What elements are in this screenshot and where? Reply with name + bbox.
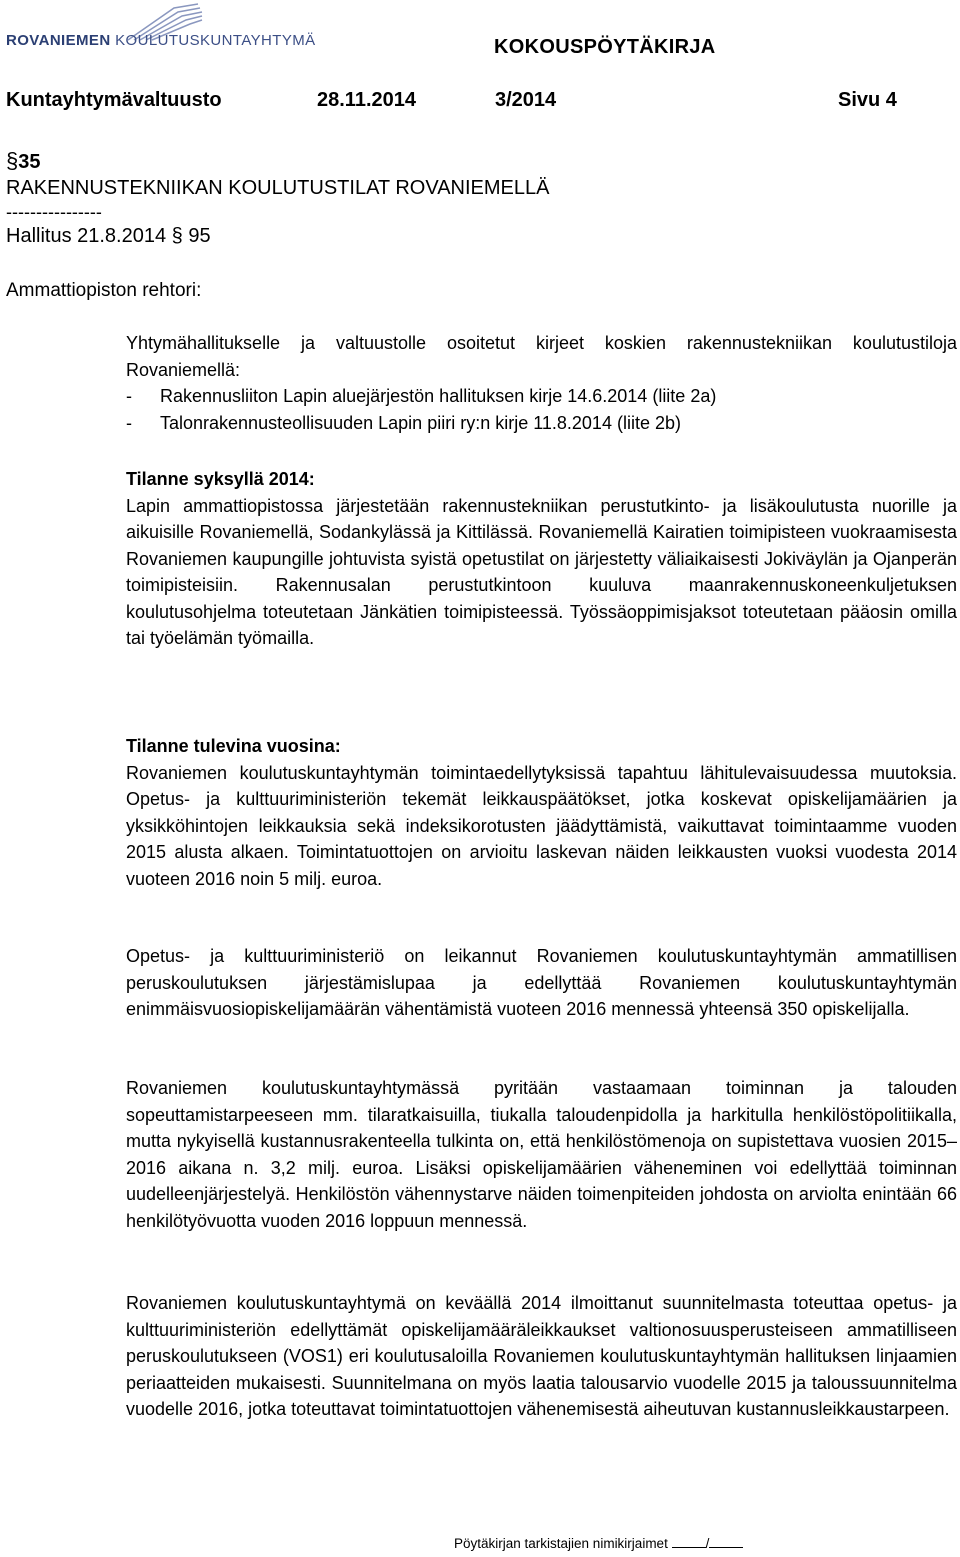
section-number: 35 [18,151,41,173]
intro-text: Yhtymähallitukselle ja valtuustolle osoitetut kirjeet koskien rakennustekniikan koulutustiloja Rovaniemellä: [126,333,957,380]
meeting-number: 3/2014 [495,89,557,111]
logo-org-name-2: KOULUTUSKUNTAYHTYMÄ [115,32,316,49]
attachment-text-1: Rakennusliiton Lapin aluejärjestön hallituksen kirje 14.6.2014 (liite 2a) [160,386,717,406]
document-type: KOKOUSPÖYTÄKIRJA [494,36,716,58]
paragraph-staff-text: Rovaniemen koulutuskuntayhtymässä pyritään vastaamaan toiminnan ja talouden sopeuttamistarpeeseen mm. tilaratkaisuilla, tiukalla taloudenpidolla ja harkitulla henkilöstöpolitiikalla, mutta nykyisellä kustannusrakenteella tulkinta on, että henkilöstömenoja on supistettava vuosien 2015–2016 aikana n. 3,2 milj. euroa. Lisäksi opiskelijamäärien väheneminen voi edellyttää toiminnan uudelleenjärjestelyä. Henkilöstön vähennystarve näiden toimenpiteiden johdosta on arviolta enintään 66 henkilötyövuotta vuoden 2016 loppuun mennessä. [126,1078,957,1231]
autumn-section [126,466,957,652]
future-heading: Tilanne tulevina vuosina: [126,736,341,756]
paragraph-license [126,943,957,1023]
section-heading [6,148,549,249]
board-reference: Hallitus 21.8.2014 § 95 [6,225,211,247]
paragraph-license-text: Opetus- ja kulttuuriministeriö on leikannut Rovaniemen koulutuskuntayhtymän ammatillisen peruskoulutuksen järjestämislupaa ja edellyttää Rovaniemen koulutuskuntayhtymän enimmäisvuosiopiskelijamäärän vähentämistä vuoteen 2016 mennessä yhteensä 350 opiskelijalla. [126,946,957,1019]
footer-initials [454,1535,743,1551]
list-dash: - [126,386,132,406]
section-sign: § [6,148,19,173]
future-section [126,733,957,892]
organization-logo [6,2,366,56]
intro-paragraph [126,330,957,383]
attachment-item-1 [126,386,957,407]
paragraph-plan-text: Rovaniemen koulutuskuntayhtymä on keväällä 2014 ilmoittanut suunnitelmasta toteuttaa opetus- ja kulttuuriministeriön edellyttämät opiskelijamääräleikkaukset valtionosuusperusteiseen ammatilliseen peruskoulutukseen (VOS1) eri koulutusaloilla Rovaniemen koulutuskuntayhtymän hallituksen linjaamien periaatteiden mukaisesti. Suunnitelmana on myös laatia talousarvio vuodelle 2015 ja taloussuunnitelma vuodelle 2016, jotka toteuttavat toimintatuottojen vähenemisestä aiheutuvan kustannusleikkaustarpeen. [126,1293,957,1419]
meeting-body: Kuntayhtymävaltuusto [6,89,222,111]
autumn-text: Lapin ammattiopistossa järjestetään rakennustekniikan perustutkinto- ja lisäkoulutusta nuorille ja aikuisille Rovaniemellä, Sodankylässä ja Kittilässä. Rovaniemellä Kairatien toimipisteen vuokraamisesta Rovaniemen kaupungille johtuvista syistä opetustilat on järjestetty väliaikaisesti Jokiväylän ja Ojanperän toimipisteisiin. Rakennusalan perustutkintoon kuuluva maanrakennuskoneenkuljetuksen koulutusohjelma toteutetaan Jänkätien toimipisteessä. Työssäoppimisjaksot toteutetaan pääosin omilla tai työelämän työmailla. [126,495,957,648]
initials-blank-2 [709,1535,743,1548]
section-number-line [6,148,549,175]
paragraph-plan [126,1290,957,1423]
initials-blank-1 [672,1535,706,1548]
attachment-text-2: Talonrakennusteollisuuden Lapin piiri ry:n kirje 11.8.2014 (liite 2b) [160,413,681,433]
logo-wordmark [6,32,316,49]
presenter: Ammattiopiston rehtori: [6,280,202,301]
future-text: Rovaniemen koulutuskuntayhtymän toimintaedellytyksissä tapahtuu lähitulevaisuudessa muutoksia. Opetus- ja kulttuuriministeriön tekemät leikkauspäätökset, jotka koskevat opiskelijamäärien ja yksikköhintojen leikkauksia sekä indeksikorotusten jäädyttämistä, vaikuttavat toimintaamme vuoden 2015 alusta alkaen. Toimintatuottojen on arvioitu laskevan näiden leikkausten vuoksi vuodesta 2014 vuoteen 2016 noin 5 milj. euroa. [126,762,957,889]
section-separator: ---------------- [6,202,102,222]
logo-org-name: ROVANIEMEN [6,32,111,49]
page-number: Sivu 4 [838,89,897,111]
footer-slash: / [705,1536,710,1551]
autumn-heading: Tilanne syksyllä 2014: [126,469,315,489]
footer-label: Pöytäkirjan tarkistajien nimikirjaimet [454,1536,668,1551]
section-title: RAKENNUSTEKNIIKAN KOULUTUSTILAT ROVANIEMELLÄ [6,177,550,199]
attachment-item-2 [126,413,957,434]
list-dash: - [126,413,132,433]
paragraph-staff [126,1075,957,1234]
meeting-date: 28.11.2014 [317,89,416,111]
